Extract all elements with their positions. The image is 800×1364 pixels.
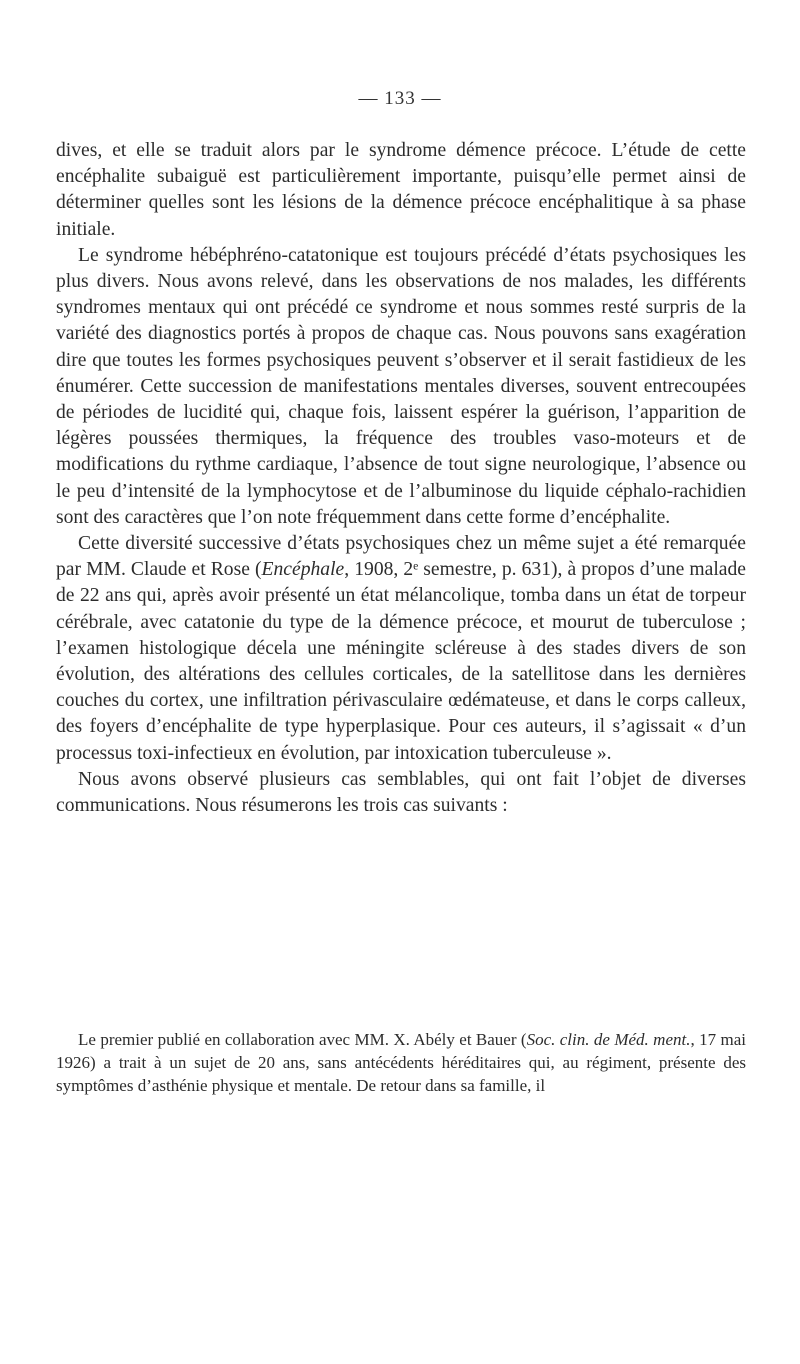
paragraph-2: Le syndrome hébéphréno-catatonique est toujours précédé d’états psychosiques les plus divers. Nous avons relevé, dans les observations de nos malades, les différents syndromes mentaux qui ont précédé ce syndrome et nous sommes resté surpris de la variété des diagnostics portés à propos de chaque cas. Nous pouvons sans exagération dire que toutes les formes psychosiques peuvent s’observer et il serait fastidieux de les énumérer. Cette succession de manifestations mentales diverses, souvent entrecoupées de périodes de lucidité qui, chaque fois, laissent espérer la guérison, l’apparition de légères poussées thermiques, la fréquence des troubles vaso-moteurs et de modifications du rythme cardiaque, l’absence de tout signe neurologique, l’absence ou le peu d’intensité de la lymphocytose et de l’albuminose du liquide céphalo-rachidien sont des caractères que l’on note fréquemment dans cette forme d’encéphalite. — [56, 244, 746, 528]
case-note-paragraph — [56, 1029, 746, 1097]
paragraph-1: dives, et elle se traduit alors par le syndrome démence précoce. L’étude de cette encéphalite subaiguë est particulièrement importante, puisqu’elle permet ainsi de déterminer quelles sont les lésions de la démence précoce encéphalitique à sa phase initiale. — [56, 140, 746, 240]
journal-title-soc-clin: Soc. clin. de Méd. ment. — [526, 1030, 691, 1049]
paragraph-3-text-end: , 1908, 2ᵉ semestre, p. 631), à propos d’une malade de 22 ans qui, après avoir présenté un état mélancolique, tomba dans un état de torpeur cérébrale, avec catatonie du type de la démence précoce, et mourut de tuberculose ; l’examen histologique décela une méningite scléreuse à des stades divers de son évolution, des altérations des cellules corticales, de la satellitose dans les dernières couches du cortex, une infiltration périvasculaire œdémateuse, et dans le corps calleux, des foyers d’encéphalite de type hyperplasique. Pour ces auteurs, il s’agissait « d’un processus toxi-infectieux en évolution, par intoxication tuberculeuse ». — [56, 559, 746, 764]
page-number: — 133 — — [358, 88, 442, 109]
paragraph-3-text-start: Cette diversité successive d’états psychosiques chez un même sujet a été remarquée par MM. Claude et Rose ( — [56, 533, 746, 581]
paragraph-3 — [56, 531, 746, 767]
main-text-block — [56, 138, 746, 819]
case-note-block — [56, 1029, 746, 1097]
case-note-text-start: Le premier publié en collaboration avec MM. X. Abély et Bauer ( — [78, 1030, 527, 1049]
case-note-text-end: , 17 mai 1926) a trait à un sujet de 20 ans, sans antécédents héréditaires qui, au régiment, présente des symptômes d’asthénie physique et mentale. De retour dans sa famille, il — [56, 1030, 746, 1095]
journal-title-encephale: Encéphale — [261, 559, 345, 581]
paragraph-4: Nous avons observé plusieurs cas semblables, qui ont fait l’objet de diverses communications. Nous résumerons les trois cas suivants : — [56, 768, 746, 817]
